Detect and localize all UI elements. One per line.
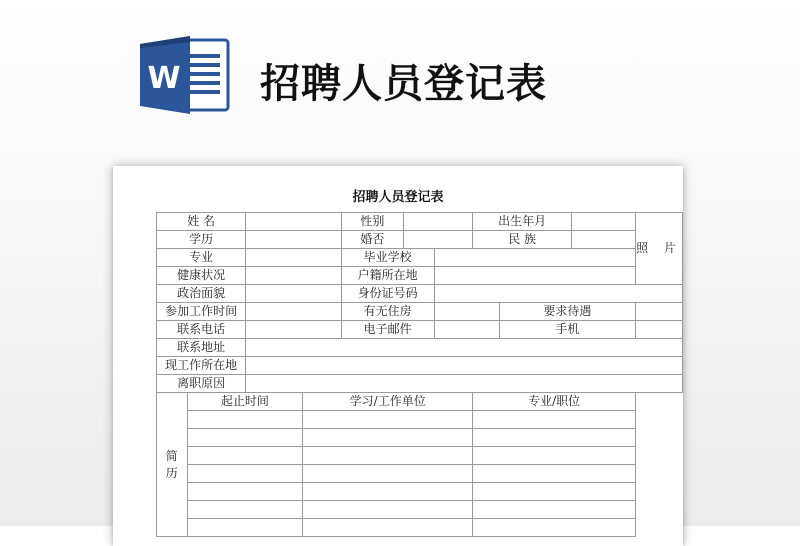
input-birth[interactable] — [572, 213, 636, 231]
resume-label-2: 历 — [165, 465, 178, 480]
label-email: 电子邮件 — [341, 321, 434, 339]
resume-unit-cell[interactable] — [303, 465, 473, 483]
input-school[interactable] — [434, 249, 636, 267]
resume-unit-cell[interactable] — [303, 519, 473, 537]
input-phone[interactable] — [246, 321, 341, 339]
resume-unit-cell[interactable] — [303, 501, 473, 519]
label-id-number: 身份证号码 — [341, 285, 434, 303]
resume-period-cell[interactable] — [187, 519, 303, 537]
resume-period-cell[interactable] — [187, 429, 303, 447]
label-work-start: 参加工作时间 — [157, 303, 246, 321]
resume-period-cell[interactable] — [187, 411, 303, 429]
input-current-work[interactable] — [246, 357, 683, 375]
label-school: 毕业学校 — [341, 249, 434, 267]
resume-label-1: 简 — [165, 448, 178, 463]
input-name[interactable] — [246, 213, 341, 231]
label-hukou: 户籍所在地 — [341, 267, 434, 285]
label-current-work: 现工作所在地 — [157, 357, 246, 375]
resume-period-cell[interactable] — [187, 501, 303, 519]
resume-position-cell[interactable] — [473, 429, 636, 447]
input-address[interactable] — [246, 339, 683, 357]
registration-form — [156, 212, 683, 537]
word-letter: W — [147, 61, 181, 96]
input-work-start[interactable] — [246, 303, 341, 321]
input-treatment[interactable] — [636, 303, 683, 321]
label-address: 联系地址 — [157, 339, 246, 357]
form-title: 招聘人员登记表 — [352, 190, 444, 205]
resume-position-cell[interactable] — [473, 447, 636, 465]
input-major[interactable] — [246, 249, 341, 267]
resume-unit-cell[interactable] — [303, 447, 473, 465]
col-position: 专业/职位 — [473, 393, 636, 411]
label-birth: 出生年月 — [473, 213, 572, 231]
label-major: 专业 — [157, 249, 246, 267]
input-marital[interactable] — [404, 231, 473, 249]
resume-unit-cell[interactable] — [303, 483, 473, 501]
label-health: 健康状况 — [157, 267, 246, 285]
label-name: 姓 名 — [157, 213, 246, 231]
page-title: 招聘人员登记表 — [260, 61, 547, 107]
resume-unit-cell[interactable] — [303, 429, 473, 447]
label-housing: 有无住房 — [341, 303, 434, 321]
input-id-number[interactable] — [434, 285, 682, 303]
document-page — [113, 166, 683, 546]
resume-position-cell[interactable] — [473, 519, 636, 537]
resume-position-cell[interactable] — [473, 465, 636, 483]
resume-label — [157, 393, 188, 537]
resume-position-cell[interactable] — [473, 501, 636, 519]
input-housing[interactable] — [434, 303, 499, 321]
label-phone: 联系电话 — [157, 321, 246, 339]
resume-position-cell[interactable] — [473, 411, 636, 429]
input-gender[interactable] — [404, 213, 473, 231]
col-unit: 学习/工作单位 — [303, 393, 473, 411]
resume-period-cell[interactable] — [187, 447, 303, 465]
label-leave-reason: 离职原因 — [157, 375, 246, 393]
label-education: 学历 — [157, 231, 246, 249]
input-hukou[interactable] — [434, 267, 636, 285]
label-marital: 婚否 — [341, 231, 403, 249]
input-mobile[interactable] — [636, 321, 683, 339]
photo-cell[interactable]: 照 片 — [636, 213, 683, 285]
input-education[interactable] — [246, 231, 341, 249]
input-leave-reason[interactable] — [246, 375, 683, 393]
input-email[interactable] — [434, 321, 499, 339]
resume-period-cell[interactable] — [187, 465, 303, 483]
label-mobile: 手机 — [499, 321, 636, 339]
label-gender: 性别 — [341, 213, 403, 231]
input-political[interactable] — [246, 285, 341, 303]
resume-position-cell[interactable] — [473, 483, 636, 501]
word-icon — [140, 34, 232, 116]
label-ethnicity: 民 族 — [473, 231, 572, 249]
label-political: 政治面貌 — [157, 285, 246, 303]
input-ethnicity[interactable] — [572, 231, 636, 249]
resume-unit-cell[interactable] — [303, 411, 473, 429]
input-health[interactable] — [246, 267, 341, 285]
label-treatment: 要求待遇 — [499, 303, 636, 321]
col-period: 起止时间 — [187, 393, 303, 411]
resume-period-cell[interactable] — [187, 483, 303, 501]
